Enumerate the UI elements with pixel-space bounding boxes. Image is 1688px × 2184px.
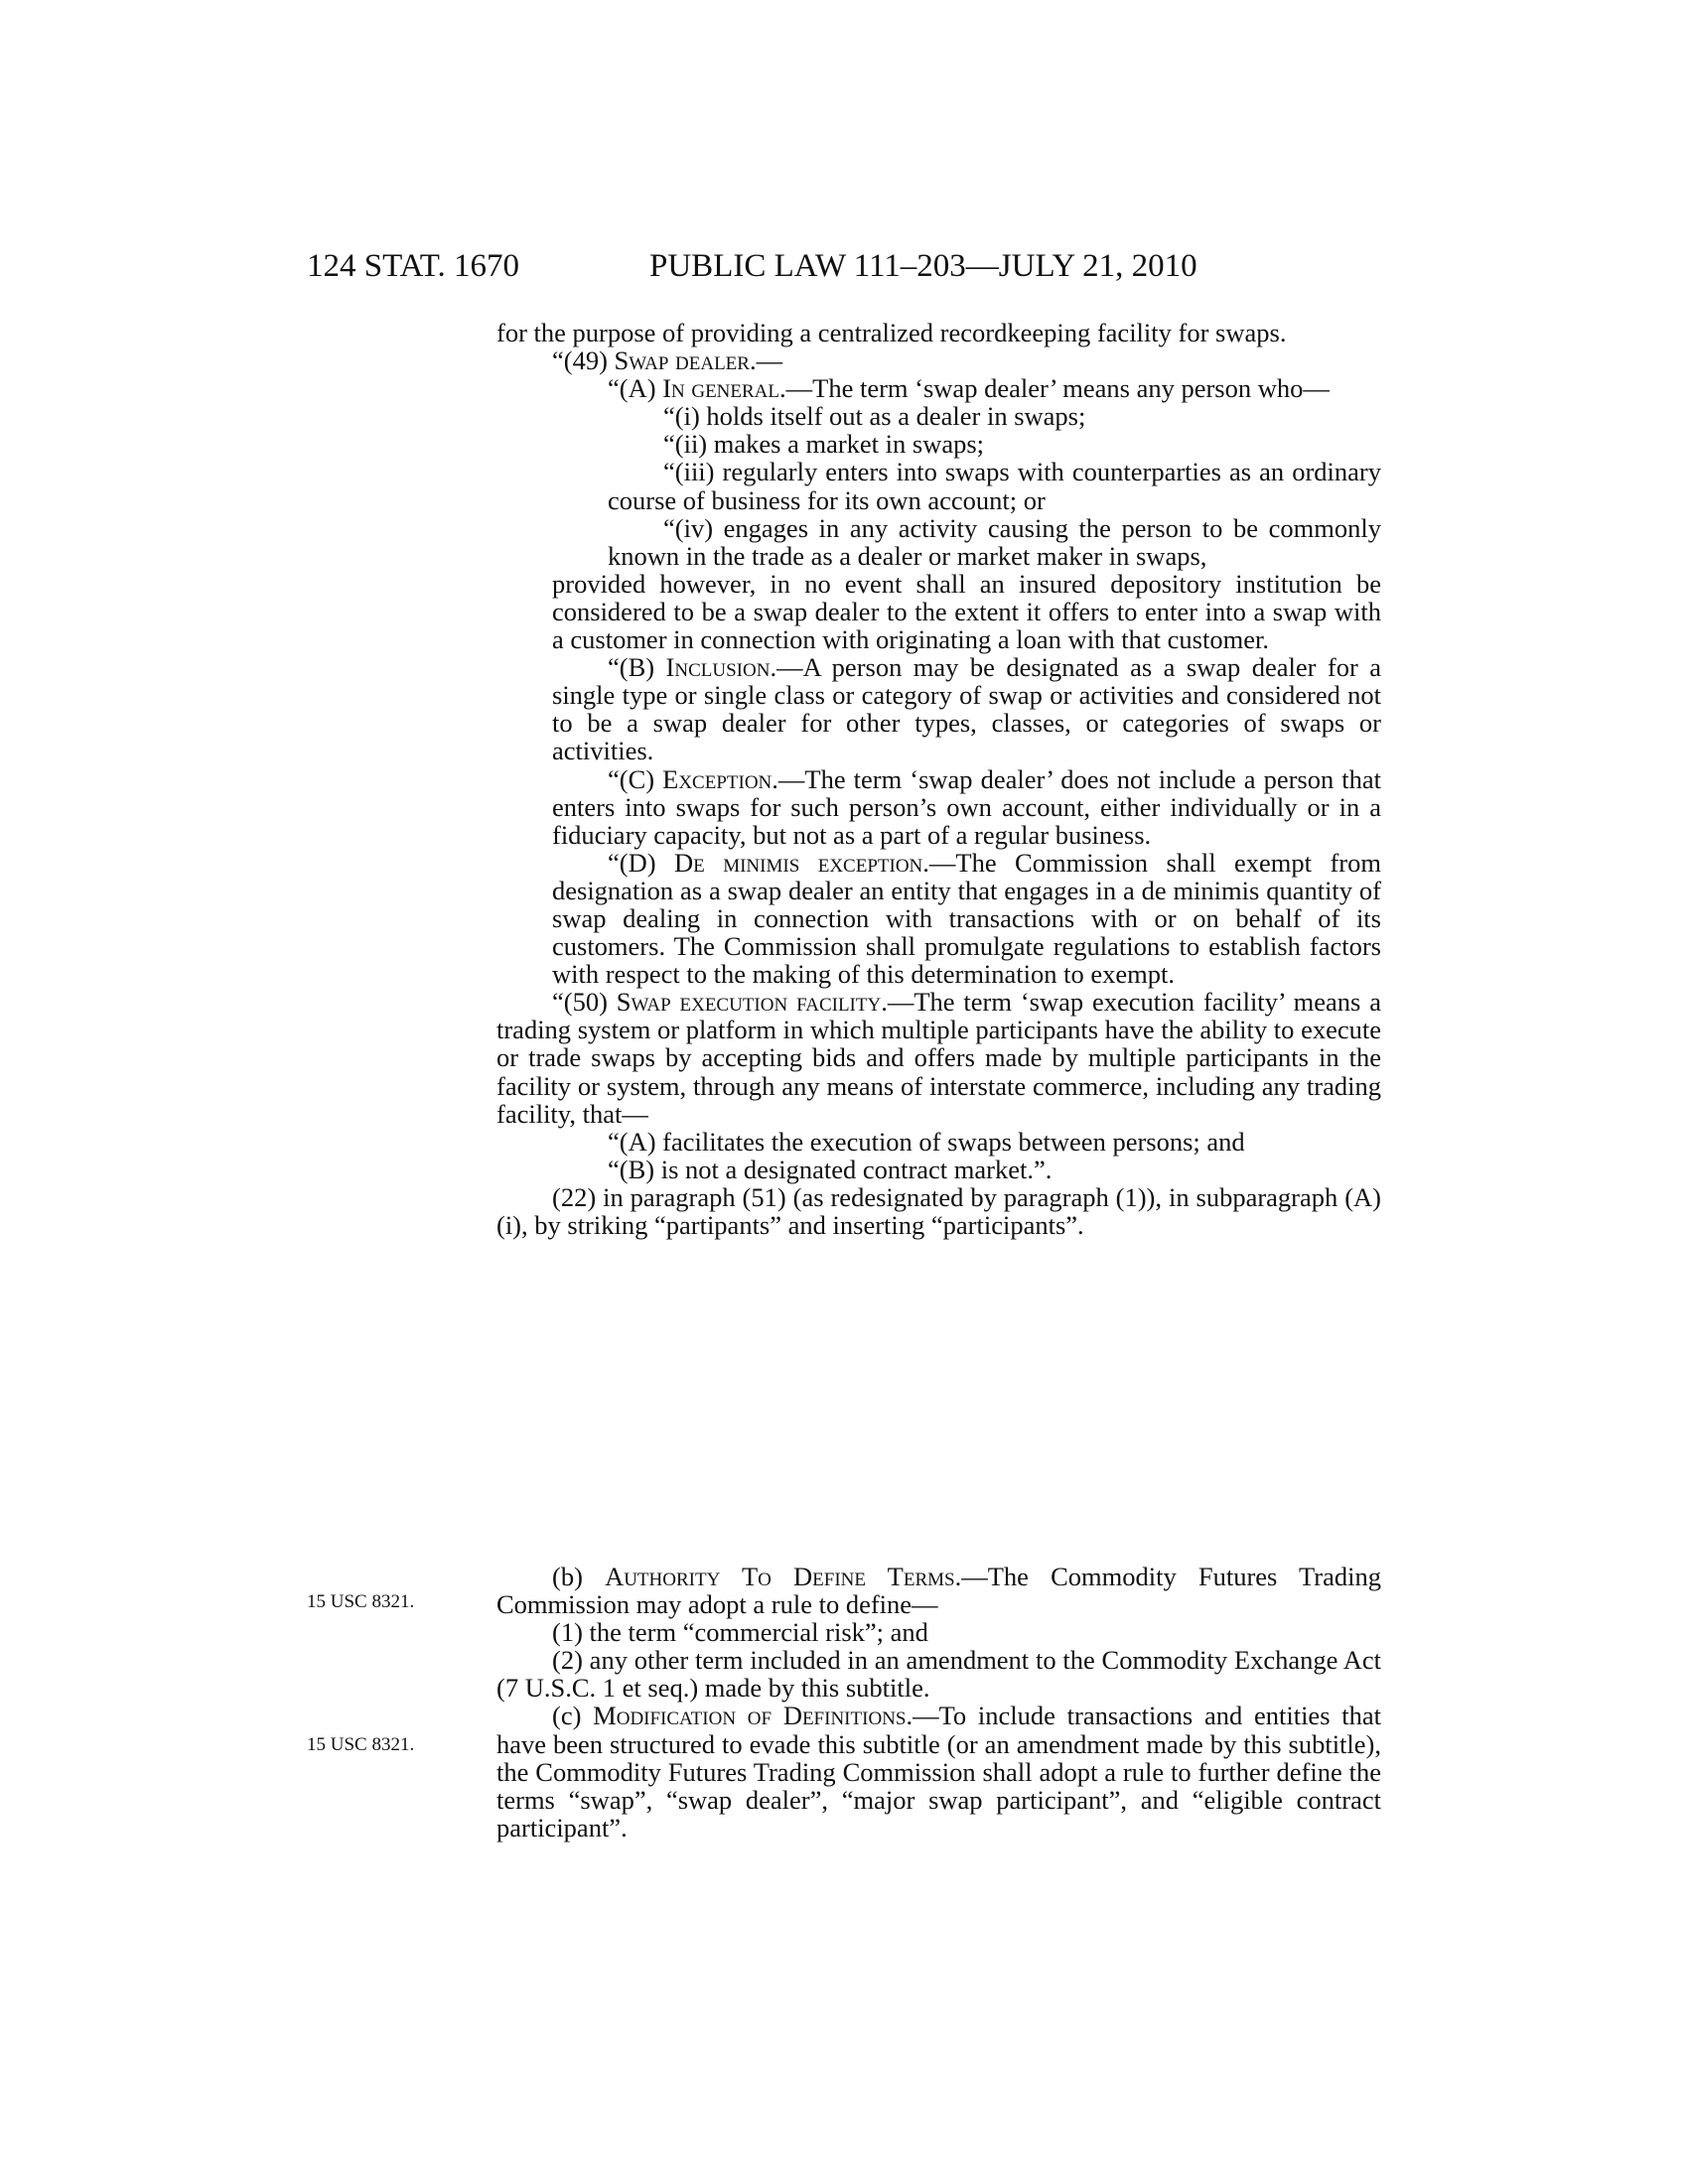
paragraph: (22) in paragraph (51) (as redesignated by paragraph (1)), in subparagraph (A)(i), by striking “partipants” and inserting “participants”. bbox=[496, 1181, 1381, 1240]
margin-citation: 15 USC 8321. bbox=[307, 1734, 415, 1755]
paragraph: “(B) is not a designated contract market.”. bbox=[608, 1154, 1053, 1184]
paragraph: “(A) facilitates the execution of swaps between persons; and bbox=[608, 1126, 1245, 1157]
paragraph: “(50) Swap execution facility.—The term ‘swap execution facility’ means a trading system or platform in which multiple participants have the ability to execute or trade swaps by accepting bids and offers made by multiple participants in the facility or system, through any means of interstate commerce, including any trading facility, that— bbox=[496, 987, 1381, 1129]
paragraph: “(C) Exception.—The term ‘swap dealer’ does not include a person that enters into swaps for such person’s own account, either individually or in a fiduciary capacity, but not as a part of a regular business. bbox=[552, 763, 1381, 850]
paragraph: “(ii) makes a market in swaps; bbox=[663, 429, 985, 460]
paragraph: for the purpose of providing a centralized recordkeeping facility for swaps. bbox=[496, 318, 1287, 347]
statute-text-lower bbox=[496, 1563, 1381, 1842]
paragraph: (c) Modification of Definitions.—To include transactions and entities that have been structured to evade this subtitle (or an amendment made by this subtitle), the Commodity Futures Trading Commission shall adopt a rule to further define the terms “swap”, “swap dealer”, “major swap participant”, and “eligible contract participant”. bbox=[496, 1701, 1381, 1843]
paragraph: “(49) Swap dealer.— bbox=[552, 345, 783, 376]
page-running-head: PUBLIC LAW 111–203—JULY 21, 2010 bbox=[649, 248, 1197, 284]
paragraph: “(A) In general.—The term ‘swap dealer’ means any person who— bbox=[608, 373, 1330, 404]
paragraph: “(iii) regularly enters into swaps with counterparties as an ordinary course of business for its own account; or bbox=[608, 457, 1381, 515]
paragraph: “(D) De minimis exception.—The Commission shall exempt from designation as a swap dealer an entity that engages in a de minimis quantity of swap dealing in connection with transactions with or on behalf of its customers. The Commission shall promulgate regulations to establish factors with respect to the making of this determination to exempt. bbox=[552, 847, 1381, 990]
paragraph: “(i) holds itself out as a dealer in swaps; bbox=[663, 401, 1086, 432]
paragraph: “(B) Inclusion.—A person may be designated as a swap dealer for a single type or single class or category of swap or activities and considered not to be a swap dealer for other types, classes, or categories of swaps or activities. bbox=[552, 652, 1382, 766]
paragraph: provided however, in no event shall an insured depository institution be considered to be a swap dealer to the extent it offers to enter into a swap with a customer in connection with originating a loan with that customer. bbox=[552, 568, 1381, 655]
margin-citation: 15 USC 8321. bbox=[307, 1591, 415, 1612]
statute-text-upper bbox=[496, 319, 1381, 1239]
page-citation: 124 STAT. 1670 bbox=[307, 248, 520, 284]
paragraph: (2) any other term included in an amendment to the Commodity Exchange Act (7 U.S.C. 1 et seq.) made by this subtitle. bbox=[496, 1645, 1381, 1704]
paragraph: (b) Authority To Define Terms.—The Commodity Futures Trading Commission may adopt a rule to define— bbox=[496, 1562, 1381, 1620]
paragraph: “(iv) engages in any activity causing the person to be commonly known in the trade as a dealer or market maker in swaps, bbox=[608, 512, 1381, 571]
paragraph: (1) the term “commercial risk”; and bbox=[552, 1617, 928, 1648]
